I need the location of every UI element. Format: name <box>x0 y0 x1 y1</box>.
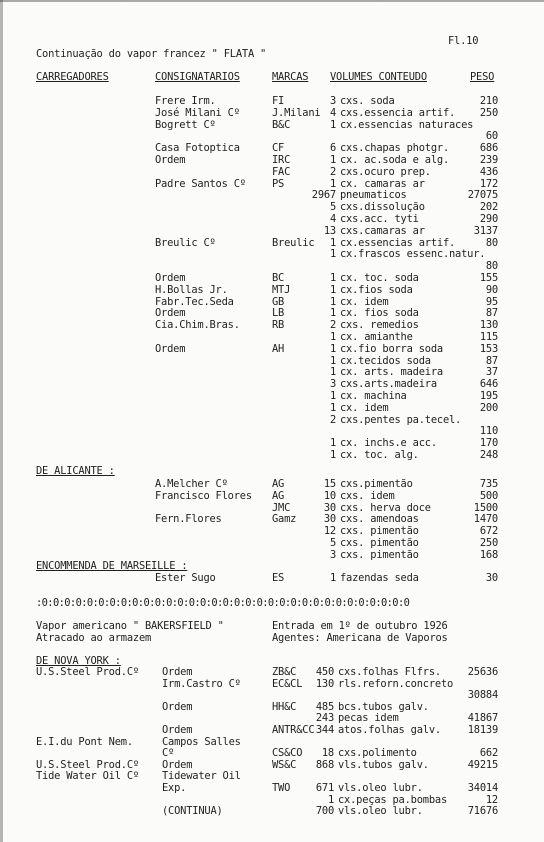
weight-cell: 248 <box>479 449 498 461</box>
weight-cell: 153 <box>479 342 498 355</box>
content-cell: cxs.pentes pa.tecel. <box>340 413 462 426</box>
mark-cell: FAC <box>272 165 291 178</box>
consignee-cell: Ordem <box>162 666 193 678</box>
content-cell: bcs.tubos galv. <box>338 700 429 713</box>
content-cell: cx.essencias naturaces <box>340 118 474 131</box>
volume-cell: 1 <box>329 342 336 355</box>
weight-cell: 34014 <box>467 782 498 794</box>
mark-cell: TWO <box>272 782 291 794</box>
weight-cell: 115 <box>479 331 498 343</box>
mark-cell: LB <box>272 307 285 320</box>
volume-cell: 450 <box>315 666 334 678</box>
content-cell: cxs.polimento <box>338 747 417 760</box>
volume-cell: 1 <box>329 437 336 450</box>
volume-cell: 700 <box>315 805 334 818</box>
volume-cell: 1 <box>329 331 336 343</box>
content-cell: cx.essencias artif. <box>340 236 456 249</box>
weight-cell: 210 <box>479 95 498 107</box>
section-label-alicante: DE ALICANTE : <box>36 465 115 477</box>
weight-cell: 646 <box>479 378 498 391</box>
content-cell: cx.frascos essenc.natur. <box>340 248 486 261</box>
weight-cell: 87 <box>485 307 498 320</box>
weight-cell: 202 <box>479 201 498 214</box>
content-cell: rls.reforn.concreto <box>338 677 454 690</box>
mark-cell: AG <box>272 478 285 490</box>
weight-cell: 49215 <box>467 758 498 771</box>
volume-cell: 868 <box>315 758 334 771</box>
weight-cell: 95 <box>485 295 498 308</box>
volume-cell: 15 <box>323 478 336 490</box>
mark-cell: MTJ <box>272 283 291 296</box>
consignee-cell: Ordem <box>162 758 193 771</box>
mark-cell: WS&C <box>272 758 297 771</box>
content-cell: cx. camaras ar <box>340 177 425 190</box>
consignee-cell: Campos Salles <box>162 735 241 748</box>
content-cell: cxs.essencia artif. <box>340 106 456 119</box>
consignee-cell: A.Melcher Cº <box>155 478 228 490</box>
shipper-cell: Tide Water Oil Cº <box>36 770 139 783</box>
mark-cell: ANTR&CC <box>272 724 315 736</box>
volume-cell: 1 <box>327 793 334 806</box>
weight-cell: 170 <box>479 437 498 450</box>
page-left-edge <box>0 0 3 842</box>
volume-cell: 5 <box>329 201 336 214</box>
volume-cell: 2 <box>329 413 336 426</box>
consignee-cell: Padre Santos Cº <box>155 177 246 190</box>
content-cell: cx. idem <box>340 295 389 308</box>
weight-cell: 662 <box>479 747 498 760</box>
weight-cell: 436 <box>479 165 498 178</box>
content-cell: pecas idem <box>338 712 399 725</box>
volume-cell: 4 <box>329 106 336 119</box>
consignee-cell: Ordem <box>162 724 193 736</box>
volume-cell: 1 <box>329 390 336 402</box>
consignee-cell: Ester Sugo <box>155 572 216 584</box>
volume-cell: 2967 <box>311 189 336 202</box>
content-cell: cxs. soda <box>340 95 395 107</box>
content-cell: cxs.camaras ar <box>340 224 425 237</box>
content-cell: cx. machina <box>340 390 407 402</box>
weight-cell: 168 <box>479 548 498 561</box>
mark-cell: RB <box>272 319 285 332</box>
weight-cell: 80 <box>485 260 498 273</box>
weight-cell: 3137 <box>473 224 498 237</box>
content-cell: atos.folhas galv. <box>338 724 441 736</box>
volume-cell: 1 <box>329 236 336 249</box>
volume-cell: 10 <box>323 489 336 502</box>
content-cell: cxs.ocuro prep. <box>340 165 431 178</box>
volume-cell: 6 <box>329 142 336 155</box>
mark-cell: JMC <box>272 501 291 514</box>
volume-cell: 1 <box>329 366 336 379</box>
weight-cell: 200 <box>479 401 498 414</box>
consignee-cell: Cia.Chim.Bras. <box>155 319 240 332</box>
consignee-cell: Ordem <box>155 342 186 355</box>
weight-cell: 60 <box>485 130 498 143</box>
volume-cell: 1 <box>329 248 336 261</box>
volume-cell: 344 <box>315 724 334 736</box>
content-cell: cxs. pimentão <box>340 525 419 538</box>
consignee-cell: Casa Fotoptica <box>155 142 240 155</box>
content-cell: fazendas seda <box>340 572 419 584</box>
content-cell: cxs.acc. tyti <box>340 213 419 225</box>
content-cell: cx. amianthe <box>340 331 413 343</box>
consignee-cell: Irm.Castro Cº <box>162 677 241 690</box>
volume-cell: 1 <box>329 177 336 190</box>
volume-cell: 1 <box>329 449 336 461</box>
weight-cell: 250 <box>479 106 498 119</box>
mark-cell: Breulic <box>272 236 315 249</box>
weight-cell: 18139 <box>467 724 498 736</box>
content-cell: cx. fios soda <box>340 307 419 320</box>
volume-cell: 243 <box>315 712 334 725</box>
consignee-cell: Tidewater Oil <box>162 770 241 783</box>
volume-cell: 1 <box>329 572 336 584</box>
weight-cell: 1470 <box>473 513 498 526</box>
mark-cell: HH&C <box>272 700 297 713</box>
content-cell: cx. toc. soda <box>340 272 419 284</box>
weight-cell: 239 <box>479 154 498 166</box>
weight-cell: 71676 <box>467 805 498 818</box>
volume-cell: 1 <box>329 154 336 166</box>
weight-cell: 250 <box>479 537 498 549</box>
volume-cell: 5 <box>329 537 336 549</box>
mark-cell: J.Milani <box>272 106 321 119</box>
volume-cell: 671 <box>315 782 334 794</box>
mark-cell: ES <box>272 572 285 584</box>
weight-cell: 735 <box>479 478 498 490</box>
mark-cell: BC <box>272 272 285 284</box>
weight-cell: 195 <box>479 390 498 402</box>
content-cell: cxs.pimentão <box>340 478 413 490</box>
mark-cell: FI <box>272 95 285 107</box>
weight-cell: 27075 <box>467 189 498 202</box>
weight-cell: 12 <box>485 793 498 806</box>
volume-cell: 1 <box>329 272 336 284</box>
consignee-cell: Exp. <box>162 782 187 794</box>
weight-cell: 672 <box>479 525 498 538</box>
weight-cell: 30 <box>485 572 498 584</box>
content-cell: cx. inchs.e acc. <box>340 437 437 450</box>
content-cell: vls.oleo lubr. <box>338 782 423 794</box>
mark-cell: Gamz <box>272 513 297 526</box>
volume-cell: 3 <box>329 95 336 107</box>
weight-cell: 80 <box>485 236 498 249</box>
mark-cell: CF <box>272 142 285 155</box>
consignee-cell: Ordem <box>155 307 186 320</box>
volume-cell: 2 <box>329 319 336 332</box>
content-cell: pneumaticos <box>340 189 407 202</box>
weight-cell: 25636 <box>467 666 498 678</box>
consignee-cell: Frere Irm. <box>155 95 216 107</box>
content-cell: cxs.chapas photgr. <box>340 142 450 155</box>
weight-cell: 30884 <box>467 689 498 702</box>
content-cell: cxs. herva doce <box>340 501 431 514</box>
content-cell: vls.tubos galv. <box>338 758 429 771</box>
shipper-cell: U.S.Steel Prod.Cº <box>36 666 139 678</box>
volume-cell: 1 <box>329 283 336 296</box>
weight-cell: 41867 <box>467 712 498 725</box>
mark-cell: AH <box>272 342 285 355</box>
atracado-line: Atracado ao armazem <box>36 632 152 644</box>
volume-cell: 1 <box>329 401 336 414</box>
content-cell: cx. ac.soda e alg. <box>340 154 450 166</box>
content-cell: cx. toc. alg. <box>340 449 419 461</box>
vapor-line: Vapor americano " BAKERSFIELD " <box>36 620 224 632</box>
consignee-cell: Ordem <box>155 154 186 166</box>
col-header-consignees: CONSIGNATARIOS <box>155 71 240 83</box>
section-label-marseille: ENCOMMENDA DE MARSEILLE : <box>36 560 188 572</box>
consignee-cell: José Milani Cº <box>155 106 240 119</box>
volume-cell: 485 <box>315 700 334 713</box>
mark-cell: AG <box>272 489 285 502</box>
col-header-shippers: CARREGADORES <box>36 71 109 83</box>
weight-cell: 686 <box>479 142 498 155</box>
page-number: Fl.10 <box>448 35 479 47</box>
consignee-cell: H.Bollas Jr. <box>155 283 228 296</box>
volume-cell: 1 <box>329 118 336 131</box>
content-cell: cxs.folhas Flfrs. <box>338 666 441 678</box>
consignee-cell: Breulic Cº <box>155 236 216 249</box>
volume-cell: 13 <box>323 224 336 237</box>
agentes-line: Agentes: Americana de Vaporos <box>272 632 448 644</box>
weight-cell: 500 <box>479 489 498 502</box>
consignee-cell: Ordem <box>155 272 186 284</box>
weight-cell: 172 <box>479 177 498 190</box>
volume-cell: 30 <box>323 513 336 526</box>
content-cell: cx. idem <box>340 401 389 414</box>
content-cell: cxs. pimentão <box>340 537 419 549</box>
content-cell: vls.oleo lubr. <box>338 805 423 818</box>
volume-cell: 12 <box>323 525 336 538</box>
mark-cell: ZB&C <box>272 666 297 678</box>
shipper-cell: E.I.du Pont Nem. <box>36 735 133 748</box>
mark-cell: B&C <box>272 118 291 131</box>
consignee-cell: Bogrett Cº <box>155 118 216 131</box>
document-heading: Continuação do vapor francez " FLATA " <box>36 48 267 60</box>
content-cell: cxs. amendoas <box>340 513 419 526</box>
volume-cell: 1 <box>329 307 336 320</box>
col-header-volumes-content: VOLUMES CONTEUDO <box>330 71 427 83</box>
col-header-marks: MARCAS <box>272 71 309 83</box>
mark-cell: CS&CO <box>272 747 303 760</box>
content-cell: cx.fio borra soda <box>340 342 443 355</box>
consignee-cell: Cº <box>162 747 175 760</box>
consignee-cell: Fern.Flores <box>155 513 222 526</box>
consignee-cell: Fabr.Tec.Seda <box>155 295 234 308</box>
consignee-cell: (CONTINUA) <box>162 805 223 818</box>
volume-cell: 3 <box>329 378 336 391</box>
content-cell: cxs. idem <box>340 489 395 502</box>
volume-cell: 30 <box>323 501 336 514</box>
mark-cell: GB <box>272 295 285 308</box>
content-cell: cx. arts. madeira <box>340 366 443 379</box>
weight-cell: 110 <box>479 425 498 438</box>
content-cell: cx.fios soda <box>340 283 413 296</box>
volume-cell: 1 <box>329 295 336 308</box>
content-cell: cx.tecidos soda <box>340 354 431 367</box>
volume-cell: 2 <box>329 165 336 178</box>
volume-cell: 18 <box>321 747 334 760</box>
page-top-edge <box>0 0 544 6</box>
mark-cell: PS <box>272 177 285 190</box>
content-cell: cxs.dissolução <box>340 201 425 214</box>
divider-line: :0:0:0:0:0:0:0:0:0:0:0:0:0:0:0:0:0:0:0:0:0:0:0:0:0:0:0:0:0:0:0:0:0 <box>36 597 410 609</box>
consignee-cell: Ordem <box>162 700 193 713</box>
weight-cell: 37 <box>485 366 498 379</box>
content-cell: cxs. pimentão <box>340 548 419 561</box>
col-header-weight: PESO <box>470 71 495 83</box>
weight-cell: 1500 <box>473 501 498 514</box>
volume-cell: 130 <box>315 677 334 690</box>
volume-cell: 1 <box>329 354 336 367</box>
volume-cell: 3 <box>329 548 336 561</box>
consignee-cell: Francisco Flores <box>155 489 252 502</box>
content-cell: cxs. remedios <box>340 319 419 332</box>
mark-cell: IRC <box>272 154 291 166</box>
weight-cell: 87 <box>485 354 498 367</box>
weight-cell: 130 <box>479 319 498 332</box>
weight-cell: 290 <box>479 213 498 225</box>
mark-cell: EC&CL <box>272 677 303 690</box>
shipper-cell: U.S.Steel Prod.Cº <box>36 758 139 771</box>
weight-cell: 155 <box>479 272 498 284</box>
content-cell: cxs.arts.madeira <box>340 378 437 391</box>
weight-cell: 90 <box>485 283 498 296</box>
volume-cell: 4 <box>329 213 336 225</box>
section-label-new-york: DE NOVA YORK : <box>36 655 121 667</box>
entrada-line: Entrada em 1º de outubro 1926 <box>272 620 448 632</box>
content-cell: cx.peças pa.bombas <box>338 793 448 806</box>
